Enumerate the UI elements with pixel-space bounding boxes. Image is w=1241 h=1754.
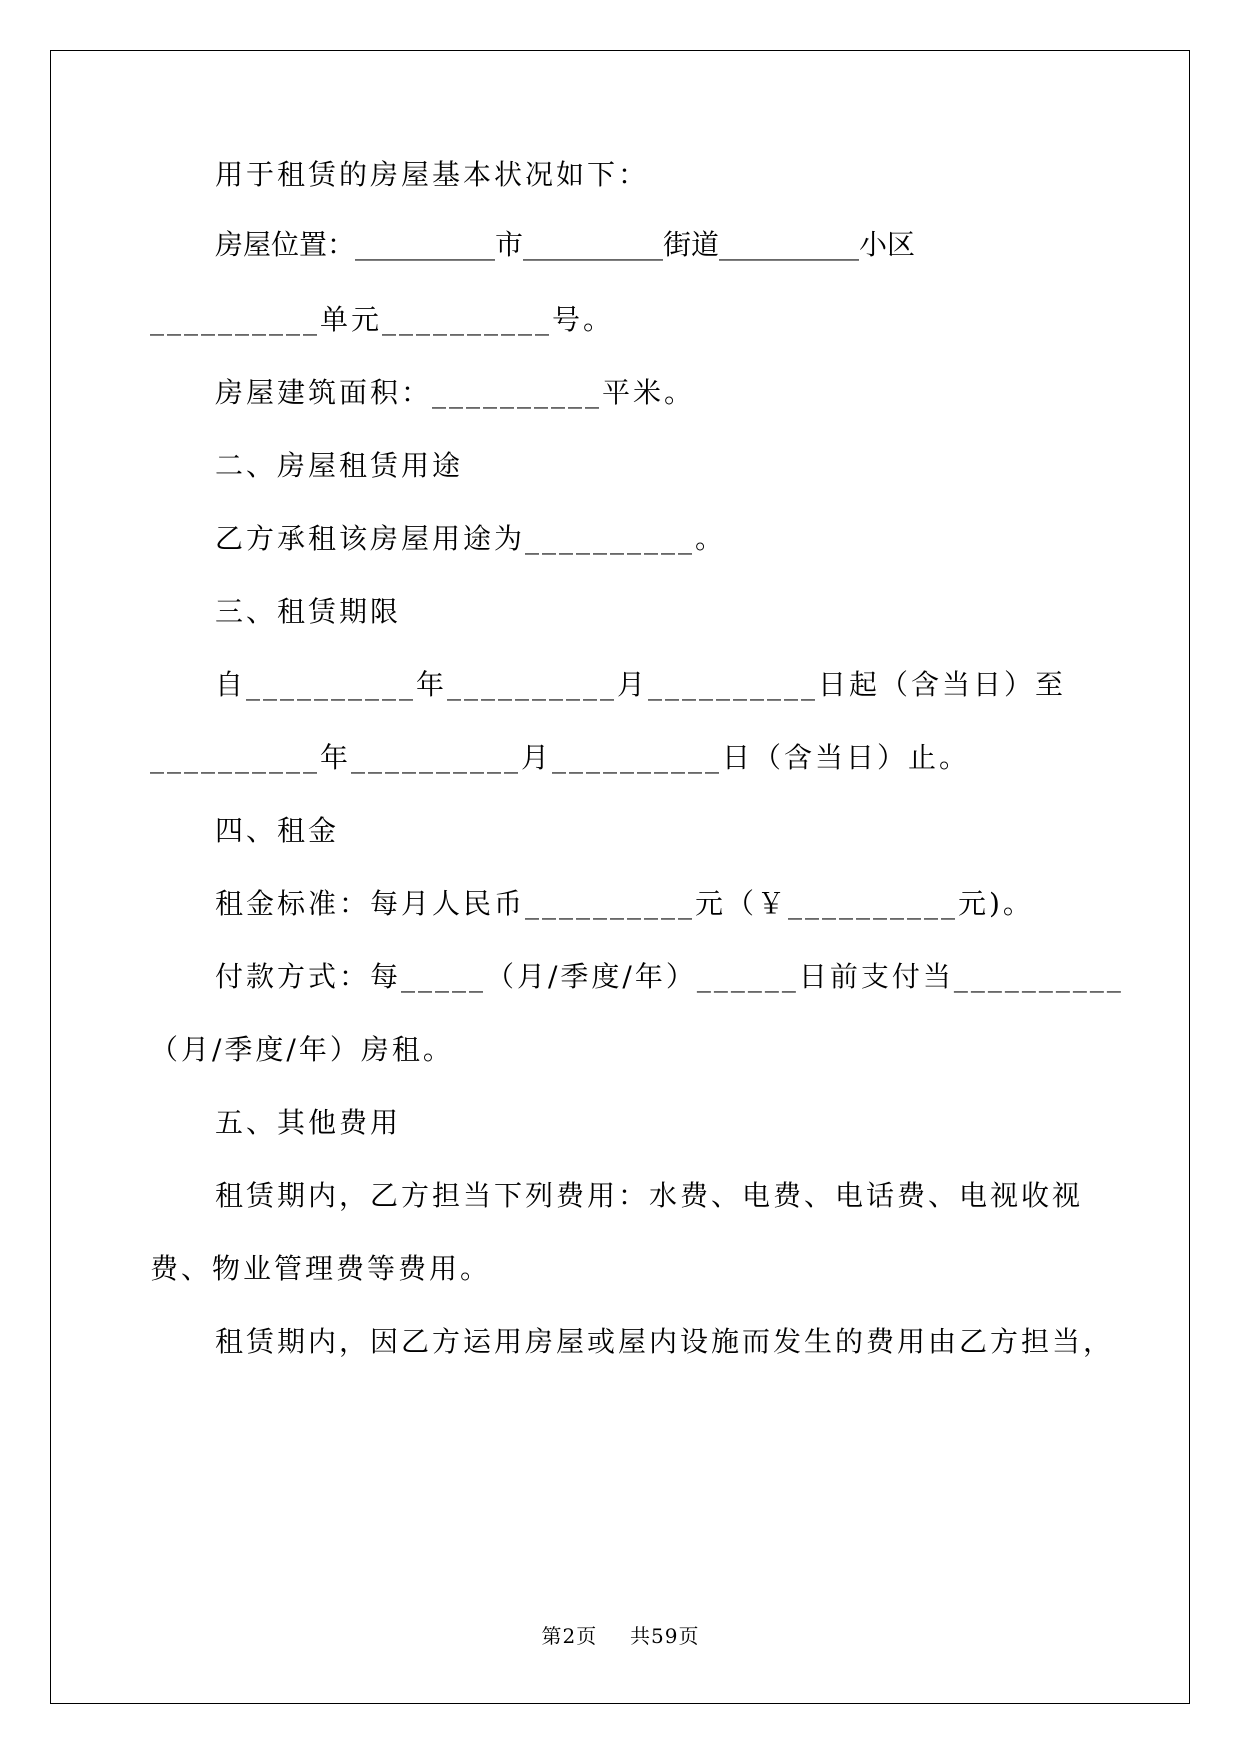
paragraph-fees-list: 租赁期内，乙方担当下列费用：水费、电费、电话费、电视收视 <box>215 1179 1084 1212</box>
heading-other-fees: 五、其他费用 <box>215 1106 402 1139</box>
paragraph-location-unit: __________单元__________号。 <box>150 303 615 336</box>
paragraph-term-start: 自__________年__________月__________日起（含当日）至 <box>215 668 1067 701</box>
paragraph-rental-use: 乙方承租该房屋用途为__________。 <box>215 522 727 555</box>
paragraph-fees-usage: 租赁期内，因乙方运用房屋或屋内设施而发生的费用由乙方担当， <box>215 1325 1115 1358</box>
paragraph-property-status: 用于租赁的房屋基本状况如下： <box>215 158 650 191</box>
paragraph-building-area: 房屋建筑面积：__________平米。 <box>215 376 696 409</box>
page-number: 第2页 <box>541 1624 598 1648</box>
paragraph-fees-list-cont: 费、物业管理费等费用。 <box>150 1252 492 1285</box>
paragraph-term-end: __________年__________月__________日（含当日）止。 <box>150 741 971 774</box>
paragraph-payment-period: （月/季度/年）房租。 <box>150 1033 454 1066</box>
page-footer <box>0 1620 1241 1649</box>
location-label: 房屋位置：__________市__________街道__________小区 <box>215 228 916 261</box>
heading-rental-use: 二、房屋租赁用途 <box>215 449 464 482</box>
heading-rental-term: 三、租赁期限 <box>215 595 402 628</box>
page-total: 共59页 <box>630 1624 700 1648</box>
page-border <box>50 50 1190 1704</box>
paragraph-payment-method: 付款方式：每_____（月/季度/年）______日前支付当__________ <box>215 960 1124 993</box>
heading-rent: 四、租金 <box>215 814 340 847</box>
paragraph-rent-standard: 租金标准：每月人民币__________元（￥__________元)。 <box>215 887 1034 920</box>
paragraph-property-location <box>215 225 1095 265</box>
